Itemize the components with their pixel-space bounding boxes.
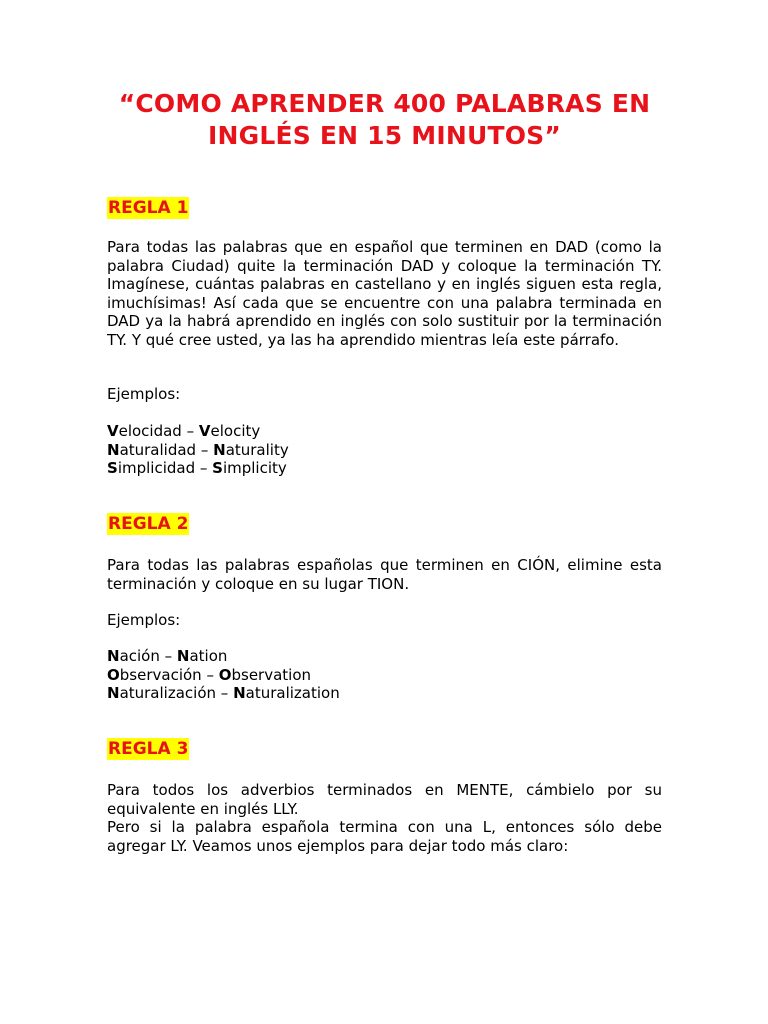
rule-3-heading: REGLA 3	[108, 739, 189, 759]
example-line: Velocidad – Velocity	[107, 422, 261, 440]
rule-1-examples-label: Ejemplos:	[107, 385, 181, 403]
example-line: Naturalidad – Naturality	[107, 440, 289, 459]
example-line: Naturalización – Naturalization	[107, 684, 340, 702]
rule-2-heading: REGLA 2	[108, 514, 189, 534]
document-title: “COMO APRENDER 400 PALABRAS EN INGLÉS EN 15 MINUTOS”	[118, 89, 651, 150]
rule-3-body-1: Para todos los adverbios terminados en MENTE, cámbielo por su equivalente en inglés LLY.	[107, 781, 662, 818]
rule-1-examples	[107, 422, 289, 478]
example-line: Observación – Observation	[107, 665, 312, 684]
example-line: Nación – Nation	[107, 647, 228, 665]
rule-1-body: Para todas las palabras que en español que terminen en DAD (como la palabra Ciudad) quite la terminación DAD y coloque la terminación TY. Imagínese, cuántas palabras en castellano y en inglés siguen esta regla, imuchísimas! Así cada que se encuentre con una palabra terminada en DAD ya la habrá aprendido en inglés con solo sustituir por la terminación TY. Y qué cree usted, ya las ha aprendido mientras leía este párrafo.	[107, 238, 662, 349]
rule-2-body: Para todas las palabras españolas que terminen en CIÓN, elimine esta terminación y coloque en su lugar TION.	[107, 556, 662, 593]
rule-1-heading: REGLA 1	[108, 198, 189, 218]
example-line: Simplicidad – Simplicity	[107, 459, 287, 477]
rule-3-body-2: Pero si la palabra española termina con una L, entonces sólo debe agregar LY. Veamos unos ejemplos para dejar todo más claro:	[107, 818, 662, 855]
rule-2-examples	[107, 647, 340, 703]
rule-2-examples-label: Ejemplos:	[107, 611, 181, 629]
